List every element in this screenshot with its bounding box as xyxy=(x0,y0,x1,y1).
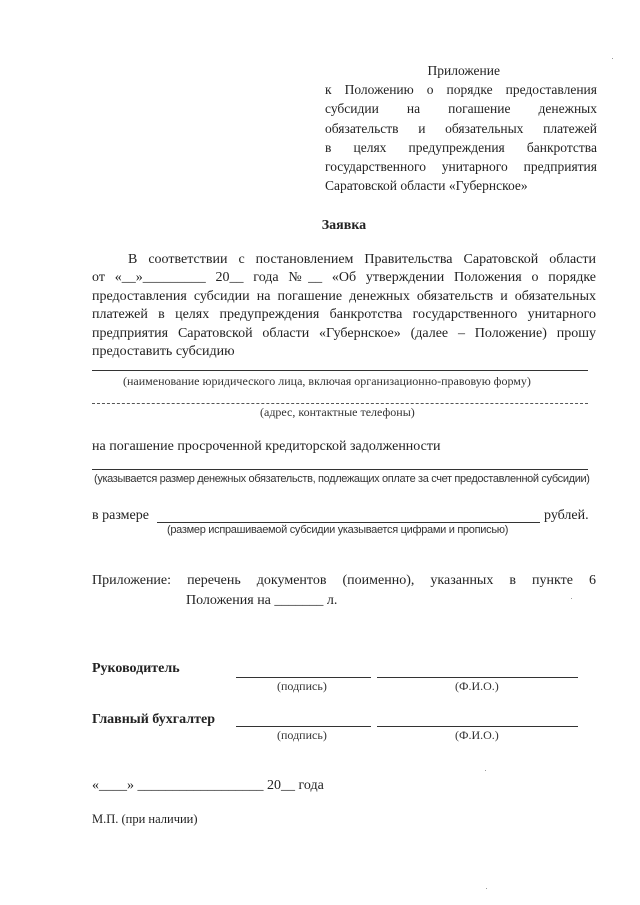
request-paragraph xyxy=(92,251,596,361)
date-day-field[interactable]: ____ xyxy=(99,778,127,793)
accountant-signature-caption: (подпись) xyxy=(277,728,327,742)
paragraph-line: В соответствии с постановлением Правительства Саратовской области xyxy=(128,252,596,267)
head-signature-field[interactable] xyxy=(236,677,371,678)
scan-speck xyxy=(571,598,572,599)
paragraph-line: платежей в целях предупреждения банкротства государственного унитарного xyxy=(92,307,596,323)
date-month-field[interactable]: __________________ xyxy=(137,778,264,793)
accountant-label: Главный бухгалтер xyxy=(92,712,215,727)
appendix-line: в целях предупреждения банкротства xyxy=(325,139,597,155)
date-year[interactable]: 20__ xyxy=(267,778,295,793)
date-line xyxy=(92,778,324,794)
attachment-pages-label xyxy=(186,593,337,609)
address-field[interactable] xyxy=(92,403,588,404)
paragraph-line: предоставить субсидию xyxy=(92,343,235,359)
accountant-signature-field[interactable] xyxy=(236,726,371,727)
organization-name-field[interactable] xyxy=(92,370,588,371)
appendix-header xyxy=(325,61,597,195)
attachment-pages-field[interactable]: _______ xyxy=(274,593,324,608)
scan-speck xyxy=(612,58,613,59)
head-label: Руководитель xyxy=(92,661,180,676)
appendix-title: Приложение xyxy=(427,63,500,78)
accountant-name-field[interactable] xyxy=(377,726,578,727)
amount-field[interactable] xyxy=(157,522,540,523)
amount-label: в размере xyxy=(92,508,149,523)
purpose-text: на погашение просроченной кредиторской задолженности xyxy=(92,439,441,454)
stamp-note: М.П. (при наличии) xyxy=(92,812,198,826)
address-caption: (адрес, контактные телефоны) xyxy=(260,405,415,419)
date-quote-close: » xyxy=(127,778,134,793)
paragraph-line: от «__»_________ 20__ года №__ «Об утверждении Положения о порядке xyxy=(92,270,596,286)
document-title: Заявка xyxy=(321,218,367,233)
amount-caption: (размер испрашиваемой субсидии указывается цифрами и прописью) xyxy=(167,524,509,536)
appendix-line: обязательств и обязательных платежей xyxy=(325,120,597,136)
head-name-field[interactable] xyxy=(377,677,578,678)
accountant-name-caption: (Ф.И.О.) xyxy=(455,728,499,742)
appendix-line: государственного унитарного предприятия xyxy=(325,158,597,174)
head-signature-caption: (подпись) xyxy=(277,679,327,693)
obligations-amount-field[interactable] xyxy=(92,469,588,470)
paragraph-line: предоставления субсидии на погашение денежных обязательств и обязательных xyxy=(92,288,596,304)
appendix-line: субсидии на погашение денежных xyxy=(325,101,597,117)
date-year-word: года xyxy=(298,778,324,793)
attachment-line: Приложение: перечень документов (поименно), указанных в пункте 6 xyxy=(92,573,596,588)
scan-speck xyxy=(485,770,486,771)
attachment-pages-prefix: Положения на xyxy=(186,593,271,608)
appendix-line: Саратовской области «Губернское» xyxy=(325,178,528,194)
organization-name-caption: (наименование юридического лица, включая организационно-правовую форму) xyxy=(123,374,531,388)
amount-currency: рублей. xyxy=(544,508,589,523)
date-quote-open: « xyxy=(92,778,99,793)
paragraph-line: предприятия Саратовской области «Губернское» (далее – Положение) прошу xyxy=(92,325,596,341)
scan-speck xyxy=(486,888,487,889)
head-name-caption: (Ф.И.О.) xyxy=(455,679,499,693)
attachment-pages-suffix: л. xyxy=(326,593,338,608)
appendix-line: к Положению о порядке предоставления xyxy=(325,82,597,98)
obligations-caption: (указывается размер денежных обязательств, подлежащих оплате за счет предоставленной субсидии) xyxy=(94,473,590,485)
